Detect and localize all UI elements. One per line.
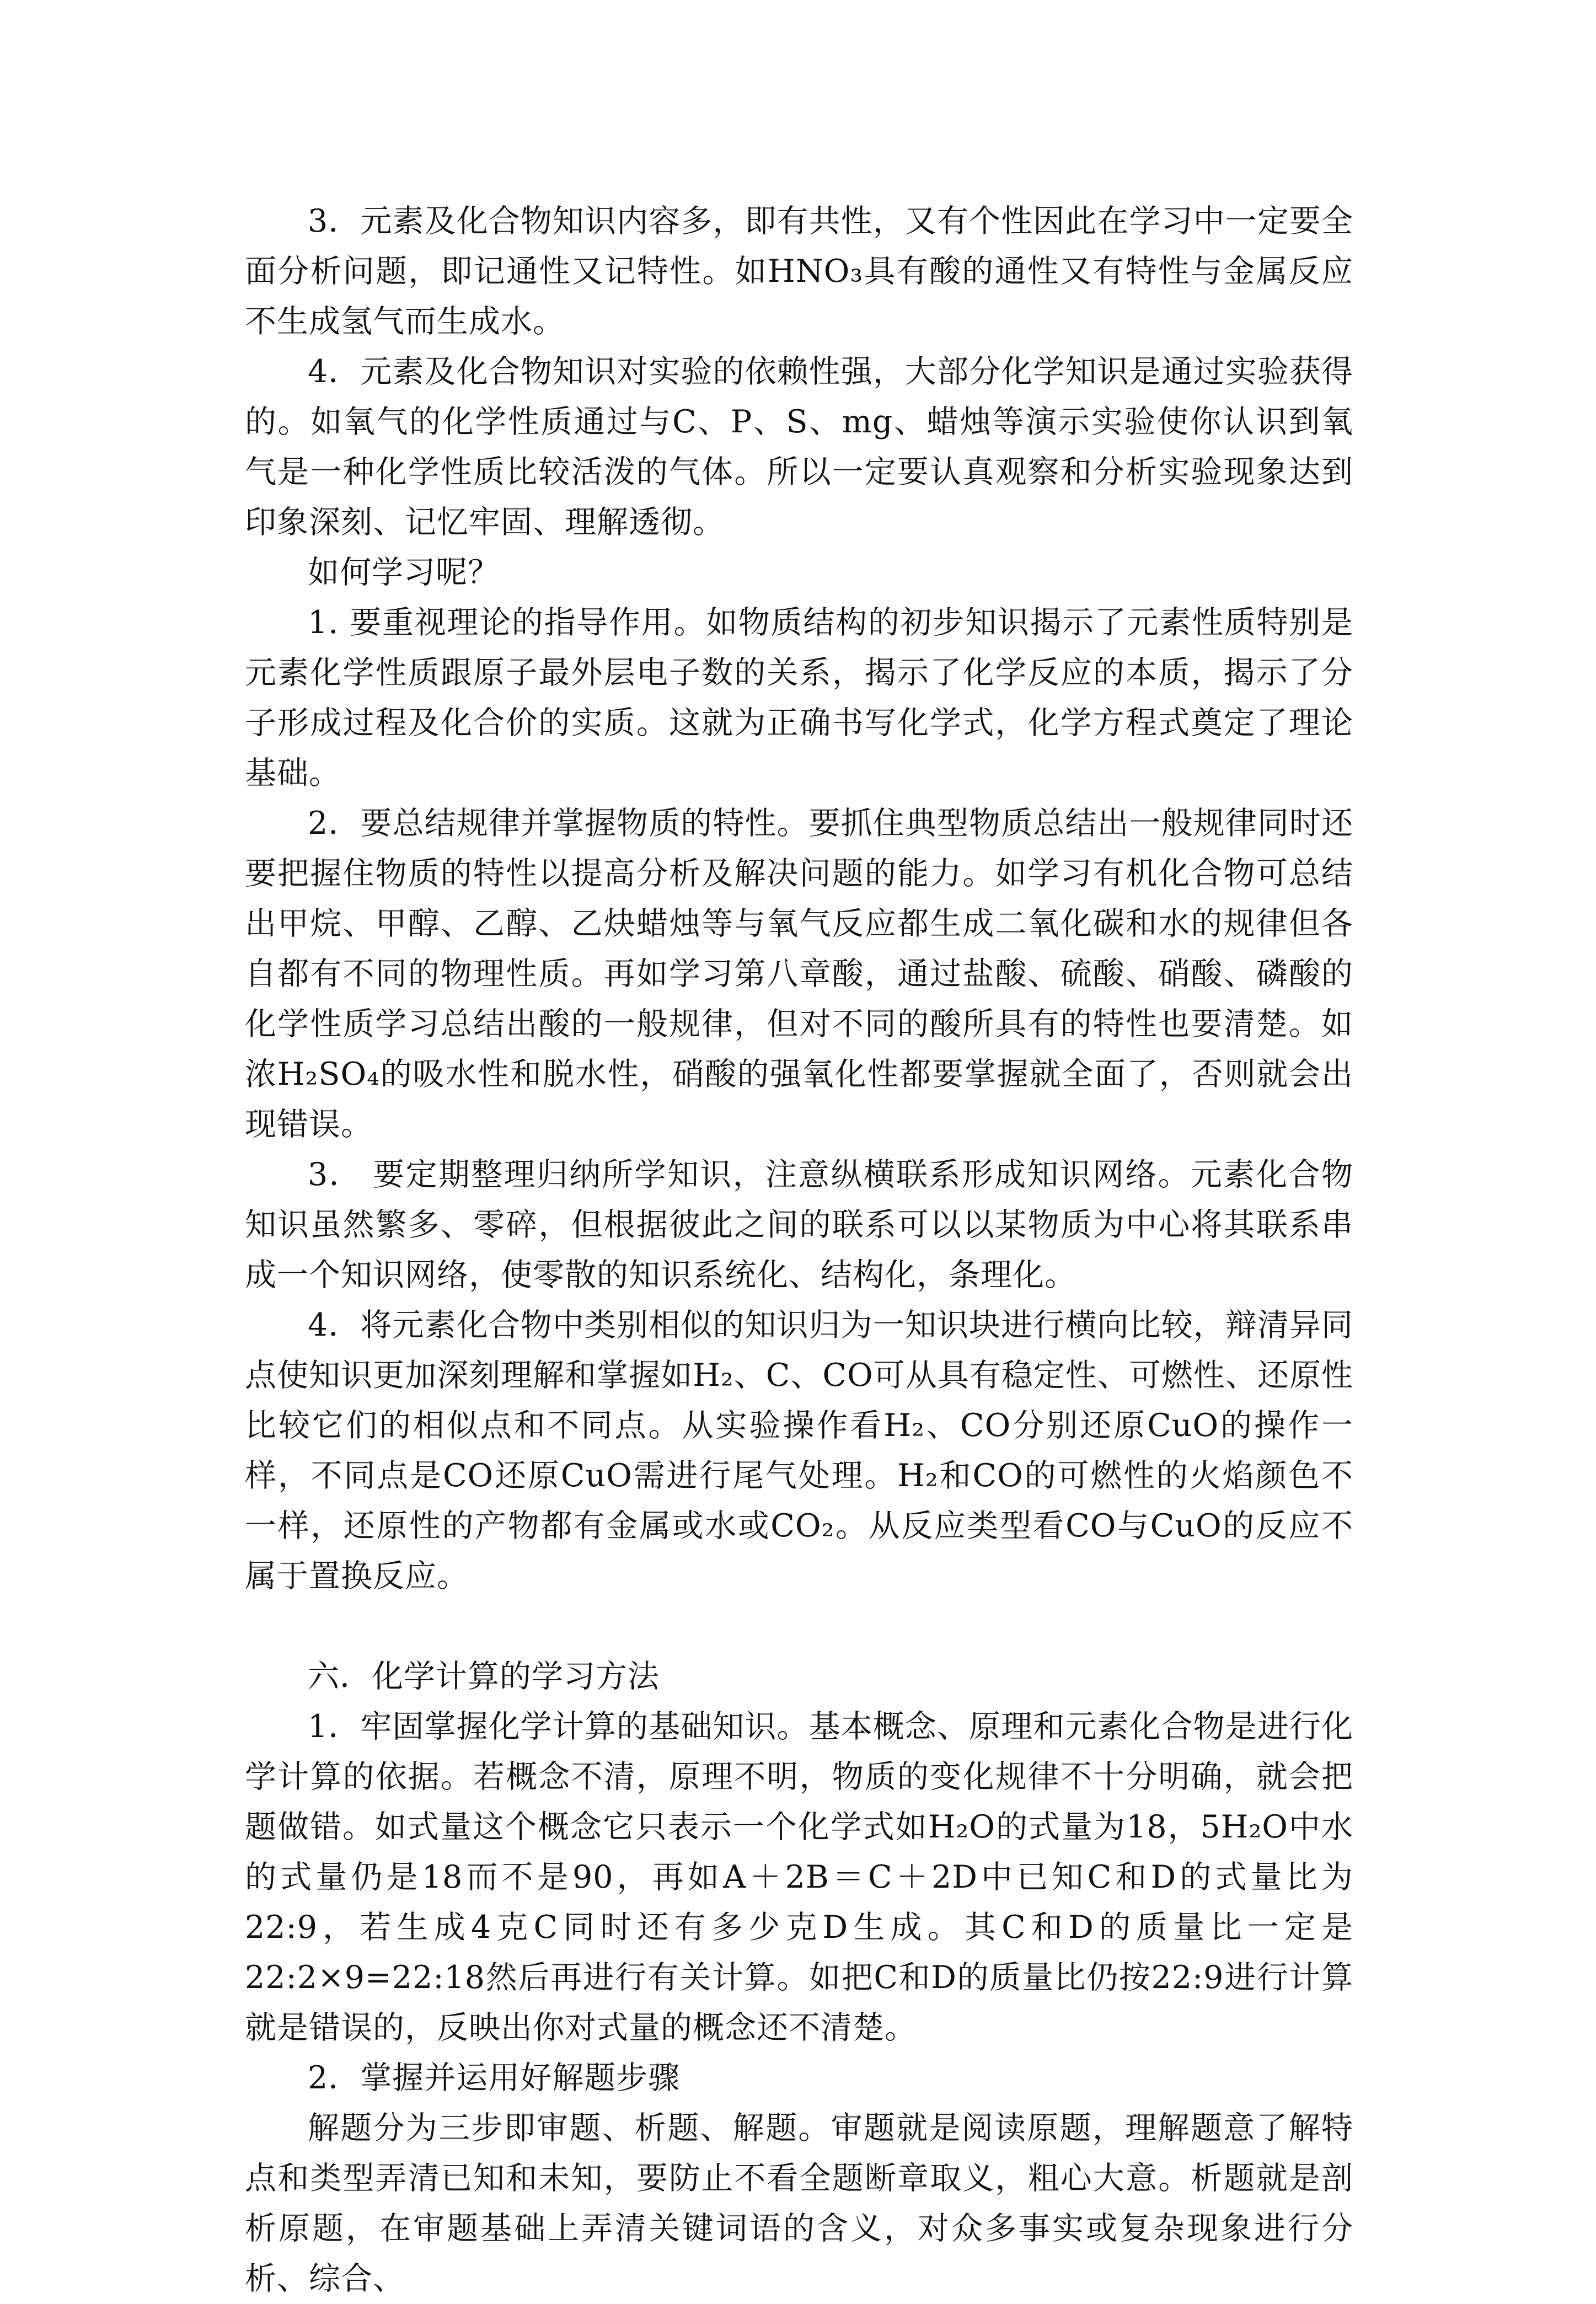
- paragraph-calc-point-2: 2．掌握并运用好解题步骤: [308, 2060, 681, 2096]
- section-heading-calculation-methods: 六．化学计算的学习方法: [308, 1658, 660, 1695]
- paragraph-study-point-3: 3． 要定期整理归纳所学知识，注意纵横联系形成知识网络。元素化合物知识虽然繁多、零碎，但根据彼此之间的联系可以以某物质为中心将其联系串成一个知识网络，使零散的知识系统化、结构化，条理化。: [245, 1156, 1353, 1293]
- document-page: [245, 196, 1353, 2304]
- paragraph-solving-steps: 解题分为三步即审题、析题、解题。审题就是阅读原题，理解题意了解特点和类型弄清已知和未知，要防止不看全题断章取义，粗心大意。析题就是剖析原题，在审题基础上弄清关键词语的含义，对众多事实或复杂现象进行分析、综合、: [245, 2110, 1353, 2297]
- paragraph-how-to-learn: 如何学习呢？: [308, 554, 500, 591]
- paragraph-study-point-4: 4．将元素化合物中类别相似的知识归为一知识块进行横向比较，辩清异同点使知识更加深刻理解和掌握如H₂、C、CO可从具有稳定性、可燃性、还原性比较它们的相似点和不同点。从实验操作看H₂、CO分别还原CuO的操作一样，不同点是CO还原CuO需进行尾气处理。H₂和CO的可燃性的火焰颜色不一样，还原性的产物都有金属或水或CO₂。从反应类型看CO与CuO的反应不属于置换反应。: [245, 1307, 1353, 1594]
- paragraph-study-point-1: 1. 要重视理论的指导作用。如物质结构的初步知识揭示了元素性质特别是元素化学性质跟原子最外层电子数的关系，揭示了化学反应的本质，揭示了分子形成过程及化合价的实质。这就为正确书写化学式，化学方程式奠定了理论基础。: [245, 604, 1353, 791]
- section-gap: [245, 1601, 1353, 1652]
- paragraph-elements-point-4: 4．元素及化合物知识对实验的依赖性强，大部分化学知识是通过实验获得的。如氧气的化学性质通过与C、P、S、mg、蜡烛等演示实验使你认识到氧气是一种化学性质比较活泼的气体。所以一定要认真观察和分析实验现象达到印象深刻、记忆牢固、理解透彻。: [245, 353, 1353, 540]
- paragraph-study-point-2: 2．要总结规律并掌握物质的特性。要抓住典型物质总结出一般规律同时还要把握住物质的特性以提高分析及解决问题的能力。如学习有机化合物可总结出甲烷、甲醇、乙醇、乙炔蜡烛等与氧气反应都生成二氧化碳和水的规律但各自都有不同的物理性质。再如学习第八章酸，通过盐酸、硫酸、硝酸、磷酸的化学性质学习总结出酸的一般规律，但对不同的酸所具有的特性也要清楚。如浓H₂SO₄的吸水性和脱水性，硝酸的强氧化性都要掌握就全面了，否则就会出现错误。: [245, 805, 1353, 1143]
- paragraph-calc-point-1: 1．牢固掌握化学计算的基础知识。基本概念、原理和元素化合物是进行化学计算的依据。若概念不清，原理不明，物质的变化规律不十分明确，就会把题做错。如式量这个概念它只表示一个化学式如H₂O的式量为18，5H₂O中水的式量仍是18而不是90，再如A＋2B＝C＋2D中已知C和D的式量比为22:9，若生成4克C同时还有多少克D生成。其C和D的质量比一定是22:2×9=22:18然后再进行有关计算。如把C和D的质量比仍按22:9进行计算就是错误的，反映出你对式量的概念还不清楚。: [245, 1708, 1354, 2046]
- paragraph-elements-point-3: 3．元素及化合物知识内容多，即有共性，又有个性因此在学习中一定要全面分析问题，即记通性又记特性。如HNO₃具有酸的通性又有特性与金属反应不生成氢气而生成水。: [245, 203, 1353, 340]
